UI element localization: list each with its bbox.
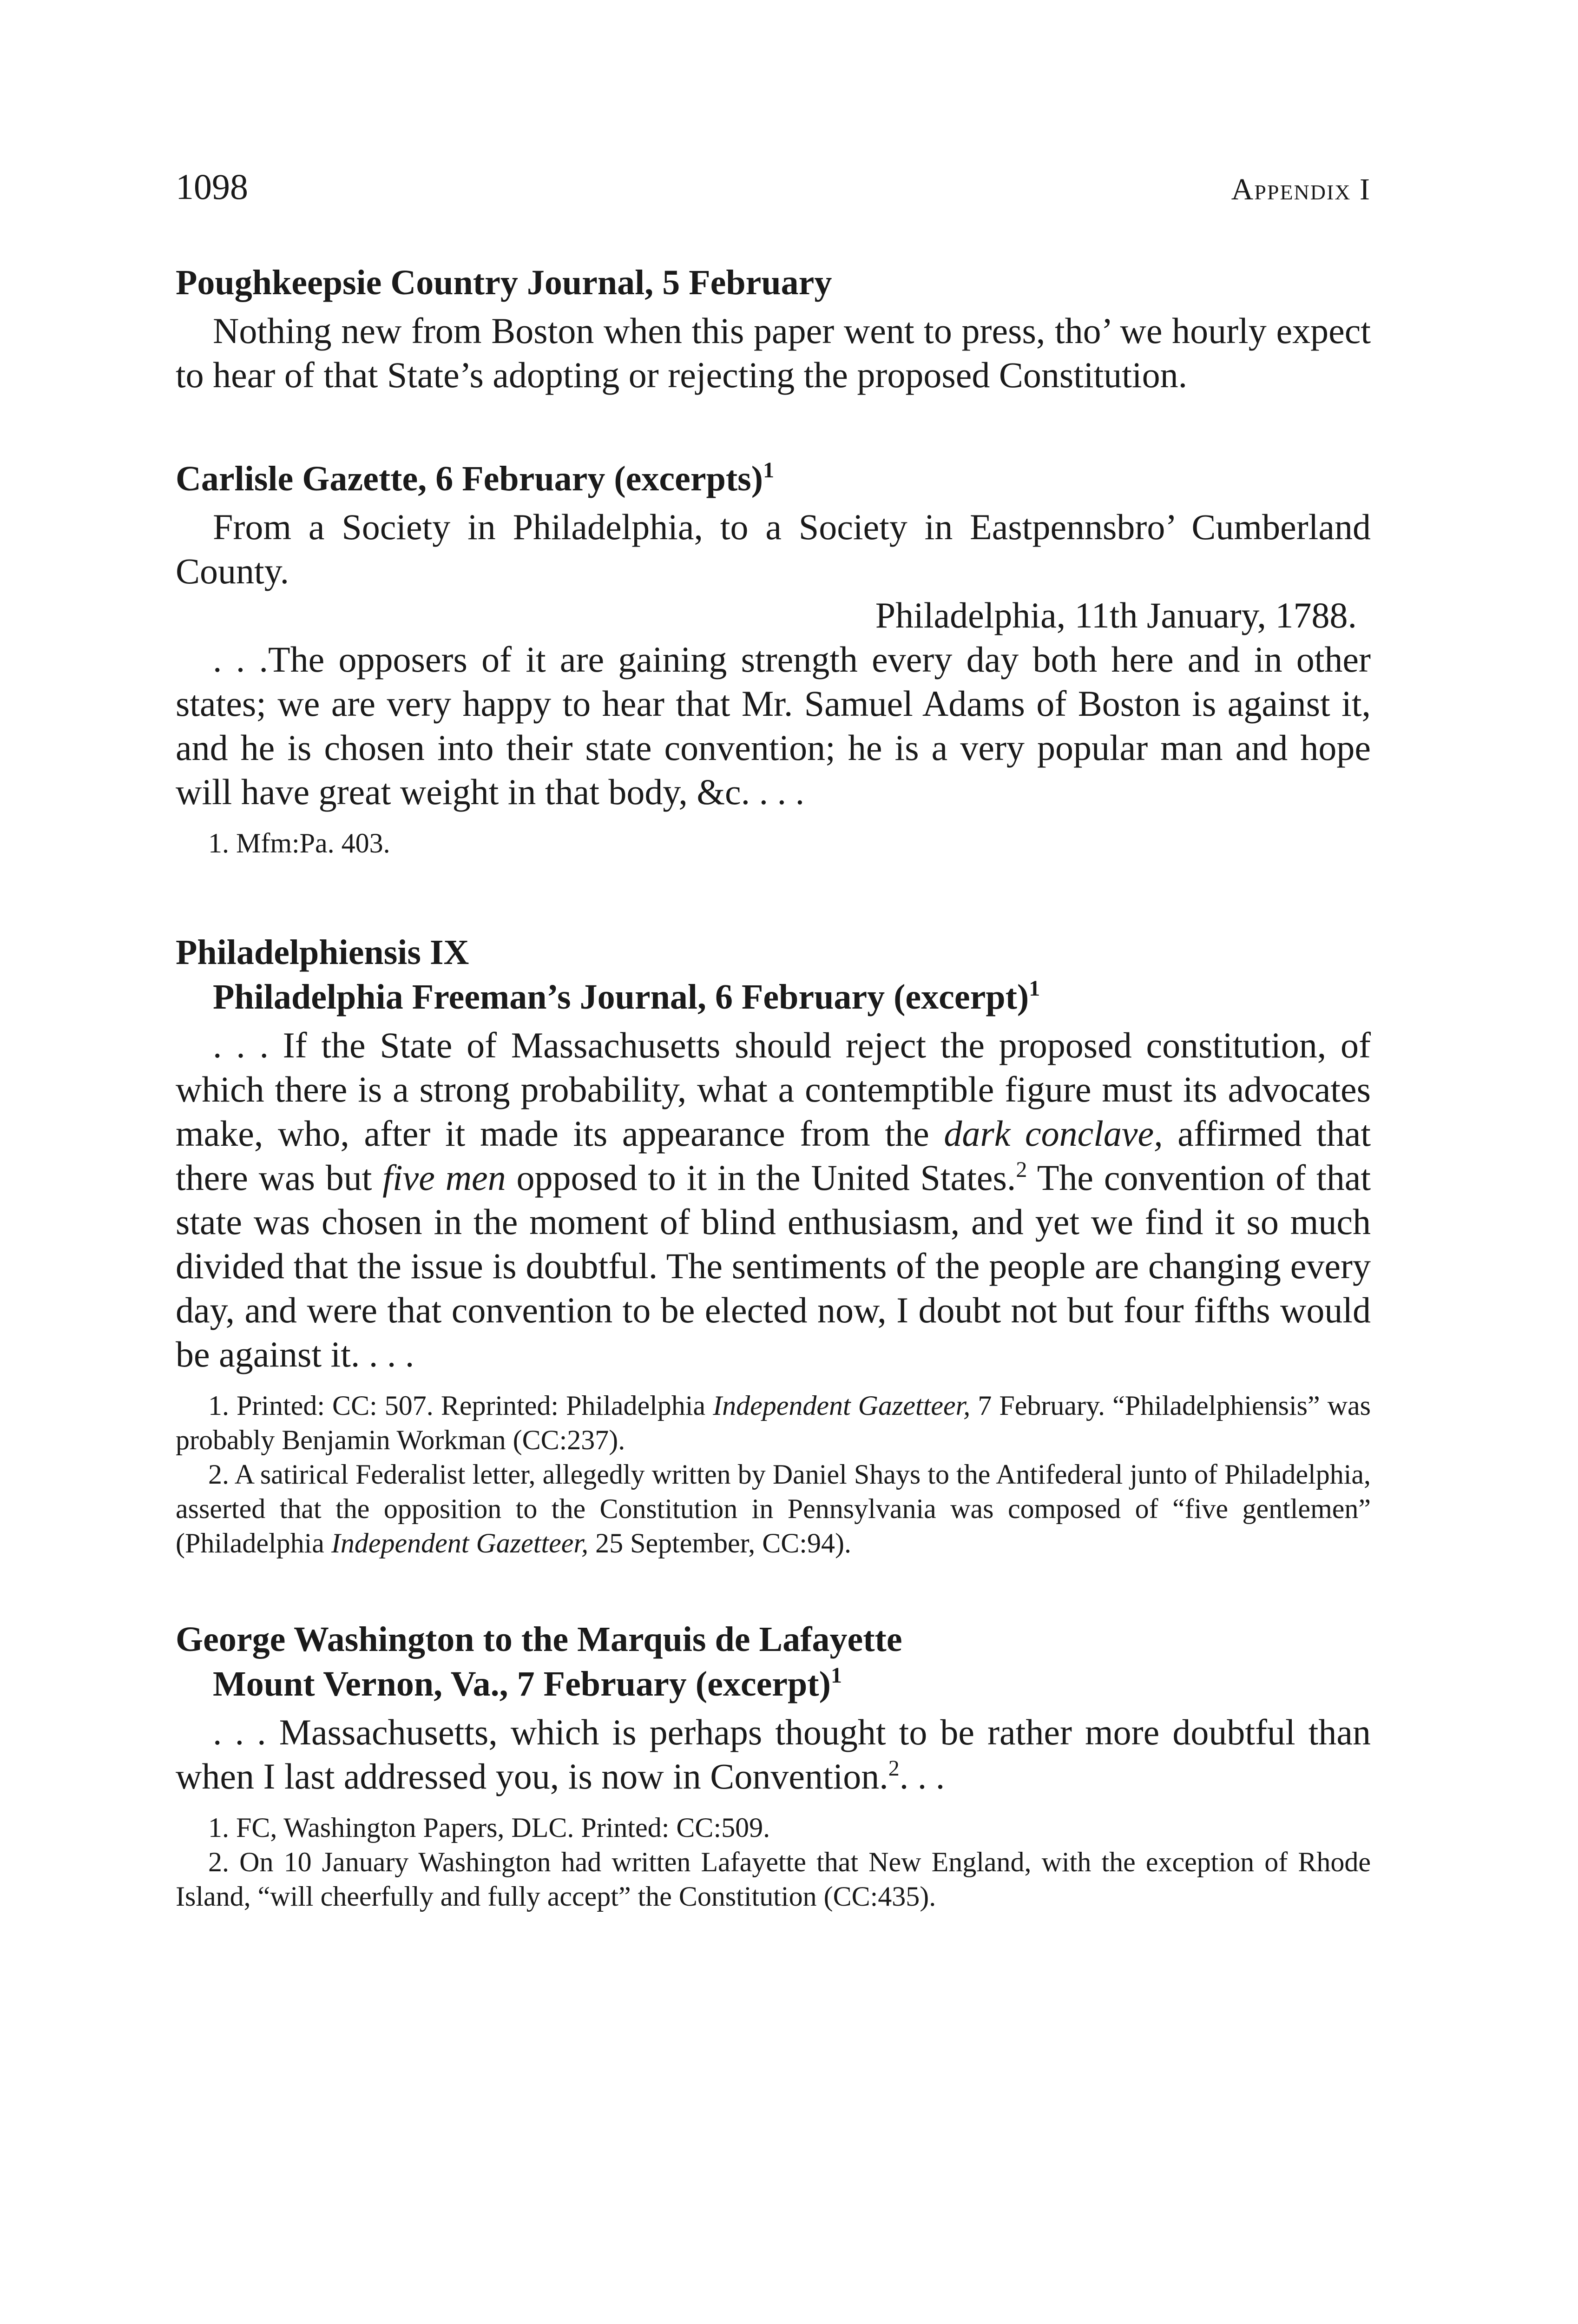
note-mark: 1 <box>763 458 775 482</box>
section-philadelphiensis <box>176 930 1371 1560</box>
page-body <box>176 260 1371 1914</box>
section-heading: Philadelphiensis IX <box>176 933 469 972</box>
section-washington <box>176 1617 1371 1914</box>
section-paragraph: . . .The opposers of it are gaining strength every day both here and in other states; we are very happy to hear that Mr. Samuel Adams of Boston is against it, and he is chosen into their state convention; he is a very popular man and hope will have great weight in that body, &c. . . . <box>176 639 1371 812</box>
section-carlisle <box>176 456 1371 860</box>
note-mark: 2 <box>888 1756 900 1781</box>
note-mark: 2 <box>1016 1157 1027 1182</box>
footnotes <box>176 1388 1371 1560</box>
section-heading: Carlisle Gazette, 6 February (excerpts)$^1$ <box>176 458 775 498</box>
section-subheading: Mount Vernon, Va., 7 February (excerpt)$^1$ <box>213 1663 842 1703</box>
footnote: 1. Printed: CC: 507. Reprinted: Philadelphia Independent Gazetteer, 7 February. “Philadelphiensis” was probably Benjamin Workman (CC:237). <box>176 1390 1371 1455</box>
section-poughkeepsie <box>176 260 1371 397</box>
footnotes <box>176 1810 1371 1914</box>
running-section-title: Appendix I <box>1231 172 1371 206</box>
emphasis: five men <box>382 1157 506 1198</box>
page-number: 1098 <box>176 166 248 207</box>
section-paragraph: . . . If the State of Massachusetts should reject the proposed constitution, of which there is a strong probability, what a contemptible figure must its advocates make, who, after it made its appearance from the dark conclave, affirmed that there was but five men opposed to it in the United States.$^2$ The convention of that state was chosen in the moment of blind enthusiasm, and yet we find it so much divided that the issue is doubtful. The sentiments of the people are changing every day, and were that convention to be elected now, I doubt not but four fifths would be against it. . . . <box>176 1025 1371 1374</box>
note-mark: 1 <box>1029 976 1040 1001</box>
letter-dateline: Philadelphia, 11th January, 1788. <box>875 595 1357 635</box>
footnotes <box>176 826 1371 860</box>
section-paragraph: Nothing new from Boston when this paper went to press, tho’ we hourly expect to hear of that State’s adopting or rejecting the proposed Constitution. <box>176 310 1371 395</box>
section-paragraph: . . . Massachusetts, which is perhaps thought to be rather more doubtful than when I last addressed you, is now in Convention.$^2$. . . <box>176 1712 1371 1796</box>
letter-intro: From a Society in Philadelphia, to a Society in Eastpennsbro’ Cumberland County. <box>176 507 1371 591</box>
footnote: 1. Mfm:Pa. 403. <box>208 828 390 858</box>
footnote: 2. On 10 January Washington had written Lafayette that New England, with the exception of Rhode Island, “will cheerfully and fully accept” the Constitution (CC:435). <box>176 1847 1371 1912</box>
footnote: 2. A satirical Federalist letter, allegedly written by Daniel Shays to the Antifederal junto of Philadelphia, asserted that the opposition to the Constitution in Pennsylvania was composed of “five gentlemen” (Philadelphia Independent Gazetteer, 25 September, CC:94). <box>176 1459 1371 1558</box>
running-head <box>176 164 1371 210</box>
note-mark: 1 <box>830 1663 842 1688</box>
section-heading: George Washington to the Marquis de Lafayette <box>176 1620 902 1659</box>
section-heading: Poughkeepsie Country Journal, 5 February <box>176 263 832 302</box>
section-subheading: Philadelphia Freeman’s Journal, 6 February (excerpt)$^1$ <box>213 976 1040 1017</box>
footnote: 1. FC, Washington Papers, DLC. Printed: CC:509. <box>208 1812 770 1843</box>
emphasis: dark conclave, <box>944 1113 1163 1154</box>
